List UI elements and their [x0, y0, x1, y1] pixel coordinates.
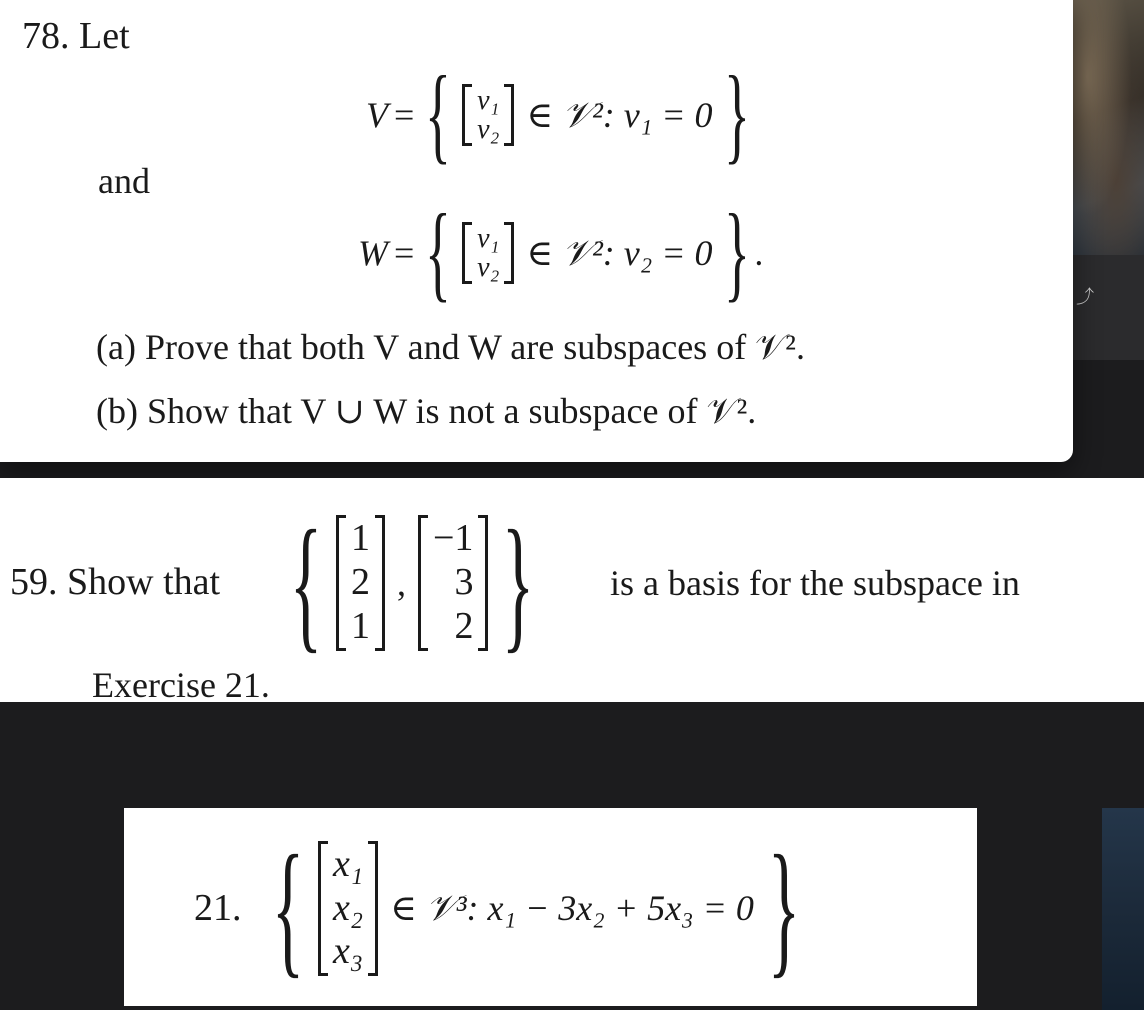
basis-set: { 1 2 1 , −1 3 2 } — [289, 499, 535, 666]
problem-78-intro: Let — [79, 15, 130, 57]
problem-59-lead: Show that — [67, 561, 221, 603]
problem-78-number: 78. Let — [22, 15, 130, 57]
set-w-condition: ∈ 𝒱²: v₂ = 0 — [526, 232, 713, 273]
problem-59-trail: is a basis for the subspace in — [610, 563, 1020, 603]
problem-21-number: 21. — [194, 887, 242, 929]
basis-vector-1: 1 2 1 — [336, 515, 385, 650]
subspace-vector-21: x₁ x₂ x₃ — [318, 841, 378, 976]
part-a-text: (a) Prove that both V and W are subspaces of 𝒱². — [96, 327, 805, 367]
subspace-set-21: { x₁ x₂ x₃ ∈ 𝒱³: x₁ − 3x₂ + 5x₃ = 0 } — [271, 825, 801, 991]
share-arrow-icon[interactable]: ⤴ — [1076, 287, 1094, 308]
basis-vector-2: −1 3 2 — [418, 515, 488, 650]
set-v-equation: V = { v₁ v₂ ∈ 𝒱²: v₁ = 0 } — [366, 55, 750, 175]
set-w-name: W — [358, 233, 388, 273]
set-w-equation: W = { v₁ v₂ ∈ 𝒱²: v₂ = 0 } . — [358, 193, 764, 313]
set-v-vector: v₁ v₂ — [462, 84, 514, 147]
problem-59-continuation: Exercise 21. — [92, 665, 270, 702]
problem-59-number: 59. Show that — [10, 561, 221, 603]
set-w-vector: v₁ v₂ — [462, 222, 514, 285]
part-b-text: (b) Show that V ∪ W is not a subspace of 𝒱². — [96, 391, 757, 431]
subspace-condition-21: ∈ 𝒱³: x₁ − 3x₂ + 5x₃ = 0 — [390, 888, 754, 928]
problem-21-card — [124, 808, 977, 1006]
background-right-edge — [1102, 808, 1144, 1010]
problem-59-card — [0, 478, 1144, 702]
and-word: and — [98, 161, 150, 201]
set-v-condition: ∈ 𝒱²: v₁ = 0 — [526, 94, 713, 135]
set-v-name: V — [366, 95, 388, 135]
problem-78-card — [0, 0, 1073, 462]
